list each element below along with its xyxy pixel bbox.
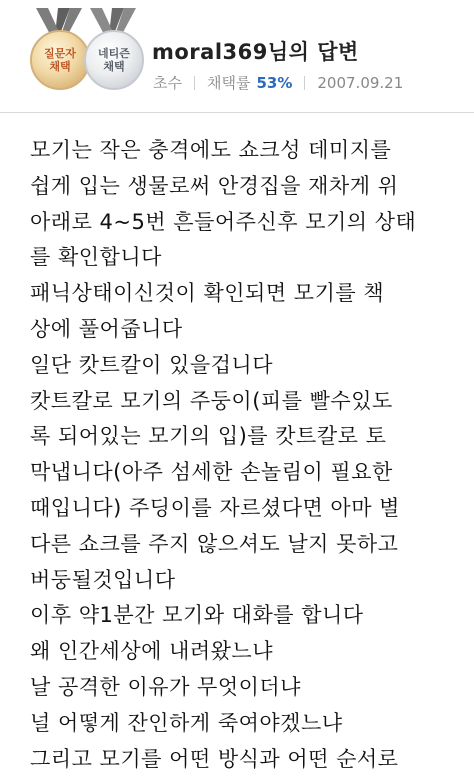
medal-disc	[30, 30, 90, 90]
answer-line: 모기는 작은 충격에도 쇼크성 데미지를	[30, 138, 392, 162]
adopt-rate-label: 채택률	[206, 74, 251, 92]
user-rank: 초수	[153, 74, 182, 92]
answer-line: 그리고 모기를 어떤 방식과 어떤 순서로	[30, 746, 399, 771]
medal-label-line1: 네티즌	[98, 47, 130, 60]
answer-line: 를 확인합니다	[30, 245, 162, 270]
meta-divider	[194, 76, 195, 90]
asker-adopted-medal	[30, 8, 88, 100]
answer-meta	[153, 72, 403, 93]
answer-body	[30, 133, 450, 777]
answer-content	[0, 113, 474, 771]
answer-date: 2007.09.21	[317, 73, 404, 92]
answer-line: 때입니다) 주딩이를 자르셨다면 아마 별	[30, 495, 400, 520]
answer-line: 널 어떻게 잔인하게 죽여야겠느냐	[30, 710, 343, 735]
answer-line: 쉽게 입는 생물로써 안경집을 재차게 위	[30, 173, 399, 198]
answer-title[interactable]: moral369님의 답변	[152, 40, 359, 64]
answer-line: 일단 캇트칼이 있을겁니다	[30, 352, 273, 377]
adopt-rate-value: 53%	[256, 73, 293, 92]
answer-line: 아래로 4~5번 흔들어주신후 모기의 상태	[30, 209, 417, 234]
answer-line: 다른 쇼크를 주지 않으셔도 날지 못하고	[30, 531, 399, 556]
answer-line: 록 되어있는 모기의 입)를 캇트칼로 토	[30, 424, 387, 449]
meta-divider	[304, 76, 305, 90]
answer-line: 패닉상태이신것이 확인되면 모기를 책	[30, 281, 385, 306]
answer-line: 버둥될것입니다	[30, 567, 176, 592]
answer-line: 이후 약1분간 모기와 대화를 합니다	[30, 603, 364, 628]
answer-line: 날 공격한 이유가 무엇이더냐	[30, 674, 301, 699]
answer-line: 왜 인간세상에 내려왔느냐	[30, 639, 273, 664]
answer-line: 막냅니다(아주 섬세한 손놀림이 필요한	[30, 460, 393, 485]
medal-disc	[84, 30, 144, 90]
netizen-adopted-medal	[84, 8, 142, 100]
answer-header	[0, 0, 474, 113]
medal-label-line2: 채택	[49, 60, 71, 73]
medal-label-line1: 질문자	[44, 47, 76, 60]
medal-label-line2: 채택	[103, 60, 125, 73]
answer-line: 캇트칼로 모기의 주둥이(피를 빨수있도	[30, 388, 393, 413]
answer-line: 상에 풀어줍니다	[30, 316, 183, 341]
